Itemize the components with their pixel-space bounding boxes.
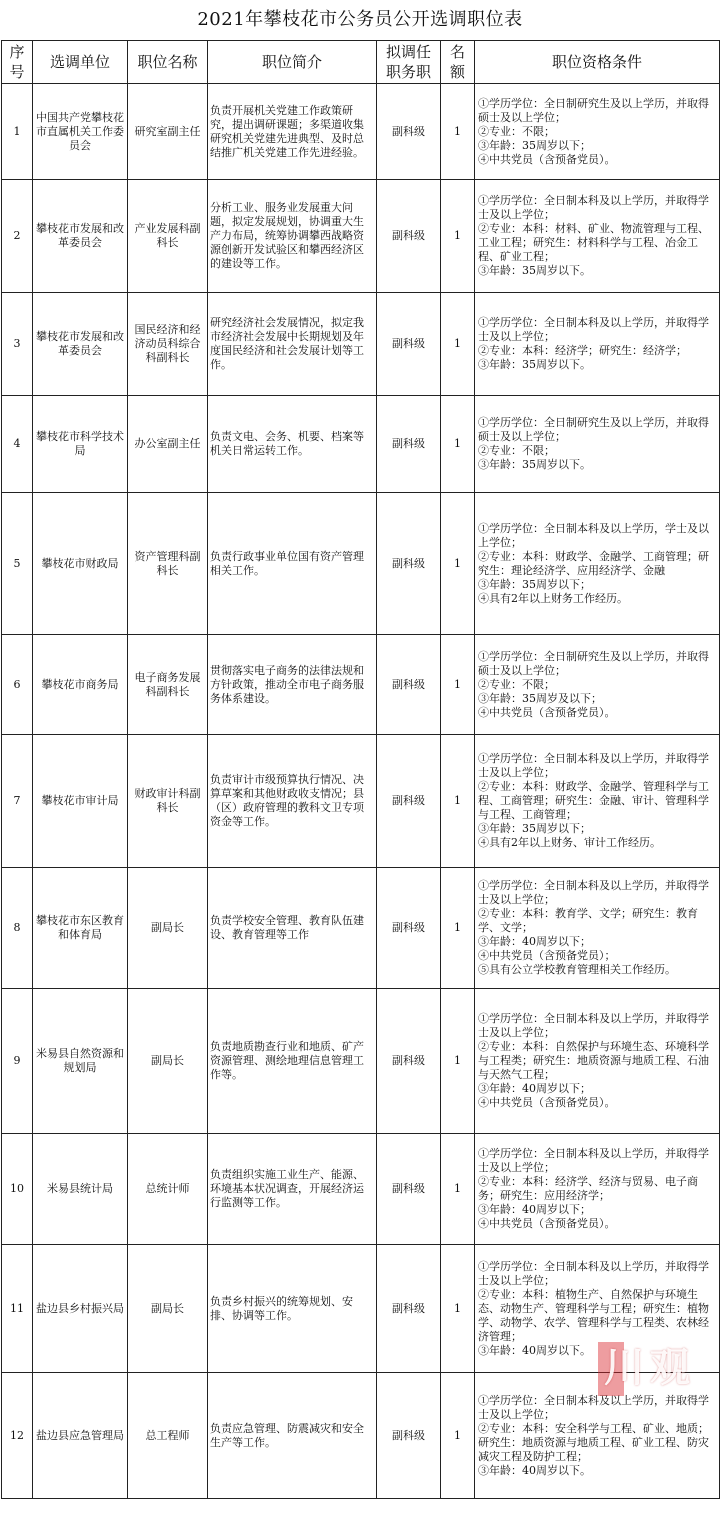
- row-position: 总工程师: [128, 1373, 208, 1499]
- row-rank: 副科级: [377, 1373, 441, 1499]
- header-rank: 拟调任职务职: [377, 41, 441, 84]
- requirement-line: ②专业：不限；: [478, 677, 555, 691]
- row-unit: 攀枝花市发展和改革委员会: [33, 180, 128, 293]
- requirement-line: ③年龄：40周岁以下；: [478, 1082, 591, 1095]
- page-title: 2021年攀枝花市公务员公开选调职位表: [197, 9, 523, 30]
- row-number: 4: [2, 396, 33, 493]
- row-unit: 盐边县乡村振兴局: [33, 1245, 128, 1373]
- row-position: 总统计师: [128, 1134, 208, 1245]
- row-intro: 负责学校安全管理、教育队伍建设、教育管理等工作: [208, 868, 377, 989]
- table-row: [2, 635, 720, 735]
- requirement-line: ②专业：本科：安全科学与工程、矿业、地质；研究生：地质资源与地质工程、矿业工程、防灾减灾工程及防护工程；: [478, 1421, 709, 1463]
- table-row: [2, 1373, 720, 1499]
- requirement-line: ②专业：不限；: [478, 124, 555, 138]
- table-row: [2, 1245, 720, 1373]
- table-row: [2, 84, 720, 180]
- requirement-line: ②专业：本科：植物生产、自然保护与环境生态、动物生产、管理科学与工程；研究生：植物学、动物学、农学、管理科学与工程类、农林经济管理；: [478, 1287, 709, 1343]
- row-intro: 研究经济社会发展情况，拟定我市经济社会发展中长期规划及年度国民经济和社会发展计划等工作。: [208, 293, 377, 396]
- requirement-line: ①学历学位：全日制本科及以上学历，并取得学士及以上学位；: [478, 1012, 709, 1039]
- row-requirements: [475, 735, 720, 868]
- requirement-line: ①学历学位：全日制研究生及以上学历，并取得硕士及以上学位；: [478, 96, 709, 124]
- row-quota: 1: [441, 735, 475, 868]
- row-rank: 副科级: [377, 635, 441, 735]
- row-intro: 负责组织实施工业生产、能源、环境基本状况调查，开展经济运行监测等工作。: [208, 1134, 377, 1245]
- row-number: 1: [2, 84, 33, 180]
- row-position: 副局长: [128, 1245, 208, 1373]
- row-unit: 米易县统计局: [33, 1134, 128, 1245]
- row-intro: 负责应急管理、防震减灾和安全生产等工作。: [208, 1373, 377, 1499]
- row-quota: 1: [441, 989, 475, 1134]
- row-quota: 1: [441, 635, 475, 735]
- requirement-line: ③年龄：35周岁以下。: [478, 358, 591, 371]
- row-position: 财政审计科副科长: [128, 735, 208, 868]
- table-row: [2, 868, 720, 989]
- row-rank: 副科级: [377, 493, 441, 635]
- row-rank: 副科级: [377, 396, 441, 493]
- requirement-line: ①学历学位：全日制本科及以上学历，并取得学士及以上学位；: [478, 316, 709, 343]
- row-rank: 副科级: [377, 989, 441, 1134]
- requirement-line: ①学历学位：全日制研究生及以上学历，并取得硕士及以上学位；: [478, 416, 709, 443]
- requirement-line: ①学历学位：全日制研究生及以上学历，并取得硕士及以上学位；: [478, 649, 709, 677]
- requirement-line: ③年龄：35周岁以下；: [478, 138, 591, 152]
- requirement-line: ①学历学位：全日制本科及以上学历，并取得学士及以上学位；: [478, 1393, 709, 1421]
- row-quota: 1: [441, 180, 475, 293]
- row-number: 2: [2, 180, 33, 293]
- row-number: 9: [2, 989, 33, 1134]
- requirement-line: ①学历学位：全日制本科及以上学历，并取得学士及以上学位；: [478, 752, 709, 779]
- header-requirements: 职位资格条件: [475, 41, 720, 84]
- table-row: [2, 493, 720, 635]
- requirement-line: ①学历学位：全日制本科及以上学历，并取得学士及以上学位；: [478, 1259, 709, 1287]
- requirement-line: ③年龄：40周岁以下；: [478, 1203, 591, 1216]
- row-position: 研究室副主任: [128, 84, 208, 180]
- row-unit: 攀枝花市商务局: [33, 635, 128, 735]
- row-number: 11: [2, 1245, 33, 1373]
- row-number: 5: [2, 493, 33, 635]
- row-quota: 1: [441, 493, 475, 635]
- requirement-line: ④具有2年以上财务工作经历。: [478, 591, 628, 605]
- requirement-line: ④中共党员（含预备党员）。: [478, 1217, 616, 1230]
- header-position: 职位名称: [128, 41, 208, 84]
- table-row: [2, 989, 720, 1134]
- table-row: [2, 293, 720, 396]
- requirement-line: ②专业：本科：财政学、金融学、工商管理；研究生：理论经济学、应用经济学、金融: [478, 549, 709, 577]
- row-number: 10: [2, 1134, 33, 1245]
- row-requirements: [475, 180, 720, 293]
- row-intro: 负责开展机关党建工作政策研究，提出调研课题；多渠道收集研究机关党建先进典型、及时总结推广机关党建工作先进经验。: [208, 84, 377, 180]
- requirement-line: ③年龄：35周岁以下。: [478, 264, 591, 277]
- row-unit: 米易县自然资源和规划局: [33, 989, 128, 1134]
- requirement-line: ②专业：本科：材料、矿业、物流管理与工程、工业工程；研究生：材料科学与工程、冶金工程、矿业工程；: [478, 222, 709, 263]
- requirement-line: ②专业：本科：经济学；研究生：经济学；: [478, 344, 687, 357]
- row-position: 办公室副主任: [128, 396, 208, 493]
- row-unit: 攀枝花市科学技术局: [33, 396, 128, 493]
- requirement-line: ②专业：本科：财政学、金融学、管理科学与工程、工商管理；研究生：金融、审计、管理科学与工程、工商管理；: [478, 780, 709, 821]
- row-rank: 副科级: [377, 293, 441, 396]
- requirement-line: ④中共党员（含预备党员）。: [478, 152, 616, 166]
- row-number: 3: [2, 293, 33, 396]
- row-requirements: [475, 1373, 720, 1499]
- requirement-line: ①学历学位：全日制本科及以上学历，并取得学士及以上学位；: [478, 1147, 709, 1174]
- row-unit: 攀枝花市东区教育和体育局: [33, 868, 128, 989]
- row-requirements: [475, 1134, 720, 1245]
- header-quota: 名额: [441, 41, 475, 84]
- row-unit: 攀枝花市审计局: [33, 735, 128, 868]
- requirement-line: ②专业：不限；: [478, 444, 555, 457]
- row-rank: 副科级: [377, 735, 441, 868]
- row-quota: 1: [441, 868, 475, 989]
- requirement-line: ②专业：本科：自然保护与环境生态、环境科学与工程类；研究生：地质资源与地质工程、石油与天然气工程；: [478, 1040, 709, 1081]
- row-number: 8: [2, 868, 33, 989]
- row-quota: 1: [441, 84, 475, 180]
- row-position: 副局长: [128, 868, 208, 989]
- row-intro: 负责行政事业单位国有资产管理相关工作。: [208, 493, 377, 635]
- requirement-line: ③年龄：40周岁以下。: [478, 1463, 591, 1477]
- requirement-line: ③年龄：35周岁以下；: [478, 822, 591, 835]
- row-number: 7: [2, 735, 33, 868]
- row-position: 国民经济和经济动员科综合科副科长: [128, 293, 208, 396]
- row-requirements: [475, 396, 720, 493]
- row-quota: 1: [441, 396, 475, 493]
- row-unit: 攀枝花市发展和改革委员会: [33, 293, 128, 396]
- requirement-line: ④中共党员（含预备党员）。: [478, 1096, 616, 1109]
- row-rank: 副科级: [377, 1245, 441, 1373]
- requirement-line: ③年龄：35周岁以下；: [478, 577, 591, 591]
- row-intro: 负责地质勘查行业和地质、矿产资源管理、测绘地理信息管理工作等。: [208, 989, 377, 1134]
- row-unit: 中国共产党攀枝花市直属机关工作委员会: [33, 84, 128, 180]
- requirement-line: ①学历学位：全日制本科及以上学历，并取得学士及以上学位；: [478, 879, 709, 906]
- header-intro: 职位简介: [208, 41, 377, 84]
- header-unit: 选调单位: [33, 41, 128, 84]
- table-row: [2, 735, 720, 868]
- row-quota: 1: [441, 293, 475, 396]
- row-intro: 贯彻落实电子商务的法律法规和方针政策，推动全市电子商务服务体系建设。: [208, 635, 377, 735]
- row-rank: 副科级: [377, 84, 441, 180]
- row-quota: 1: [441, 1134, 475, 1245]
- row-rank: 副科级: [377, 180, 441, 293]
- row-requirements: [475, 635, 720, 735]
- watermark-text: 川观: [604, 1345, 696, 1391]
- row-number: 6: [2, 635, 33, 735]
- requirement-line: ①学历学位：全日制本科及以上学历，并取得学士及以上学位；: [478, 194, 709, 221]
- row-requirements: [475, 1245, 720, 1373]
- requirement-line: ④具有2年以上财务、审计工作经历。: [478, 836, 661, 849]
- requirement-line: ②专业：本科：教育学、文学；研究生：教育学、文学；: [478, 907, 698, 934]
- row-quota: 1: [441, 1373, 475, 1499]
- table-row: [2, 396, 720, 493]
- row-rank: 副科级: [377, 868, 441, 989]
- row-quota: 1: [441, 1245, 475, 1373]
- header-no: 序号: [2, 41, 33, 84]
- row-unit: 盐边县应急管理局: [33, 1373, 128, 1499]
- row-position: 副局长: [128, 989, 208, 1134]
- requirement-line: ④中共党员（含预备党员）。: [478, 705, 616, 719]
- requirement-line: ③年龄：35周岁及以下；: [478, 691, 602, 705]
- row-requirements: [475, 493, 720, 635]
- requirement-line: ③年龄：40周岁以下。: [478, 1343, 591, 1357]
- requirement-line: ④中共党员（含预备党员）；: [478, 949, 616, 962]
- row-number: 12: [2, 1373, 33, 1499]
- table-row: [2, 180, 720, 293]
- row-requirements: [475, 84, 720, 180]
- requirement-line: ③年龄：35周岁以下。: [478, 458, 591, 471]
- table-header-row: [2, 41, 720, 84]
- row-unit: 攀枝花市财政局: [33, 493, 128, 635]
- requirement-line: ⑤具有公立学校教育管理相关工作经历。: [478, 963, 676, 976]
- table-row: [2, 1134, 720, 1245]
- row-intro: 负责审计市级预算执行情况、决算草案和其他财政收支情况；县（区）政府管理的教科文卫专项资金等工作。: [208, 735, 377, 868]
- row-requirements: [475, 868, 720, 989]
- row-position: 资产管理科副科长: [128, 493, 208, 635]
- row-intro: 分析工业、服务业发展重大问题，拟定发展规划，协调重大生产力布局，统筹协调攀西战略资源创新开发试验区和攀西经济区的建设等工作。: [208, 180, 377, 293]
- row-position: 电子商务发展科副科长: [128, 635, 208, 735]
- row-requirements: [475, 293, 720, 396]
- requirement-line: ③年龄：40周岁以下；: [478, 935, 591, 948]
- row-rank: 副科级: [377, 1134, 441, 1245]
- requirement-line: ①学历学位：全日制本科及以上学历，学士及以上学位；: [478, 521, 709, 549]
- row-position: 产业发展科副科长: [128, 180, 208, 293]
- row-requirements: [475, 989, 720, 1134]
- requirement-line: ②专业：本科：经济学、经济与贸易、电子商务；研究生：应用经济学；: [478, 1175, 698, 1202]
- row-intro: 负责乡村振兴的统筹规划、安排、协调等工作。: [208, 1245, 377, 1373]
- row-intro: 负责文电、会务、机要、档案等机关日常运转工作。: [208, 396, 377, 493]
- positions-table: [1, 40, 720, 1499]
